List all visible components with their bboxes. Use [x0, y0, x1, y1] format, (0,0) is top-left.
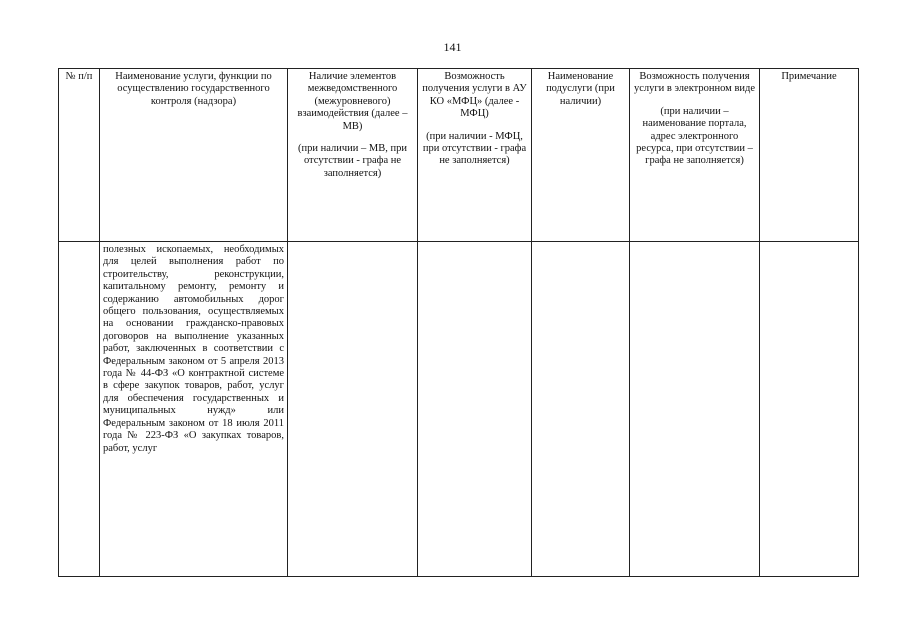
page-number: 141: [443, 40, 462, 54]
header-note: [760, 69, 859, 242]
header-note-text: Примечание: [781, 71, 837, 82]
table-header-row: [59, 69, 859, 242]
cell-num: [59, 242, 100, 577]
header-electronic-note: (при наличии – наименование портала, адрес электронного ресурса, при отсутствии – графа не заполняется): [636, 105, 753, 167]
header-electronic-text: Возможность получения услуги в электронном виде: [633, 71, 756, 95]
cell-note: [760, 242, 859, 577]
header-mv-text: Наличие элементов межведомственного (межуровневого) взаимодействия (далее – МВ): [297, 71, 408, 132]
services-table: [58, 68, 859, 577]
header-mfc-text: Возможность получения услуги в АУ КО «МФЦ» (далее - МФЦ): [422, 71, 527, 120]
cell-mfc: [418, 242, 532, 577]
cell-service-name: полезных ископаемых, необходимых для целей выполнения работ по строительству, реконструкции, капитальному ремонту, ремонту и содержанию автомобильных дорог общего пользования, осуществляемых на основании гражданско-правовых договоров на выполнение указанных работ, заключенных в соответствии с Федеральным законом от 5 апреля 2013 года № 44-ФЗ «О контрактной системе в сфере закупок товаров, работ, услуг для обеспечения государственных и муниципальных нужд» или Федеральным законом от 18 июля 2011 года № 223-ФЗ «О закупках товаров, работ, услуг: [100, 242, 288, 577]
cell-mv: [288, 242, 418, 577]
header-mfc: [418, 69, 532, 242]
cell-electronic: [630, 242, 760, 577]
header-electronic: [630, 69, 760, 242]
header-service-name-text: Наименование услуги, функции по осуществлению государственного контроля (надзора): [115, 71, 272, 107]
cell-subservice: [532, 242, 630, 577]
header-subservice: [532, 69, 630, 242]
header-subservice-text: Наименование подуслуги (при наличии): [546, 71, 615, 107]
header-mfc-note: (при наличии - МФЦ, при отсутствии - графа не заполняется): [422, 130, 527, 167]
table-row: [59, 242, 859, 577]
header-mv-note: (при наличии – МВ, при отсутствии - графа не заполняется): [298, 143, 407, 179]
header-mv: [288, 69, 418, 242]
header-num: [59, 69, 100, 242]
header-num-text: № п/п: [65, 71, 93, 82]
header-service-name: [100, 69, 288, 242]
